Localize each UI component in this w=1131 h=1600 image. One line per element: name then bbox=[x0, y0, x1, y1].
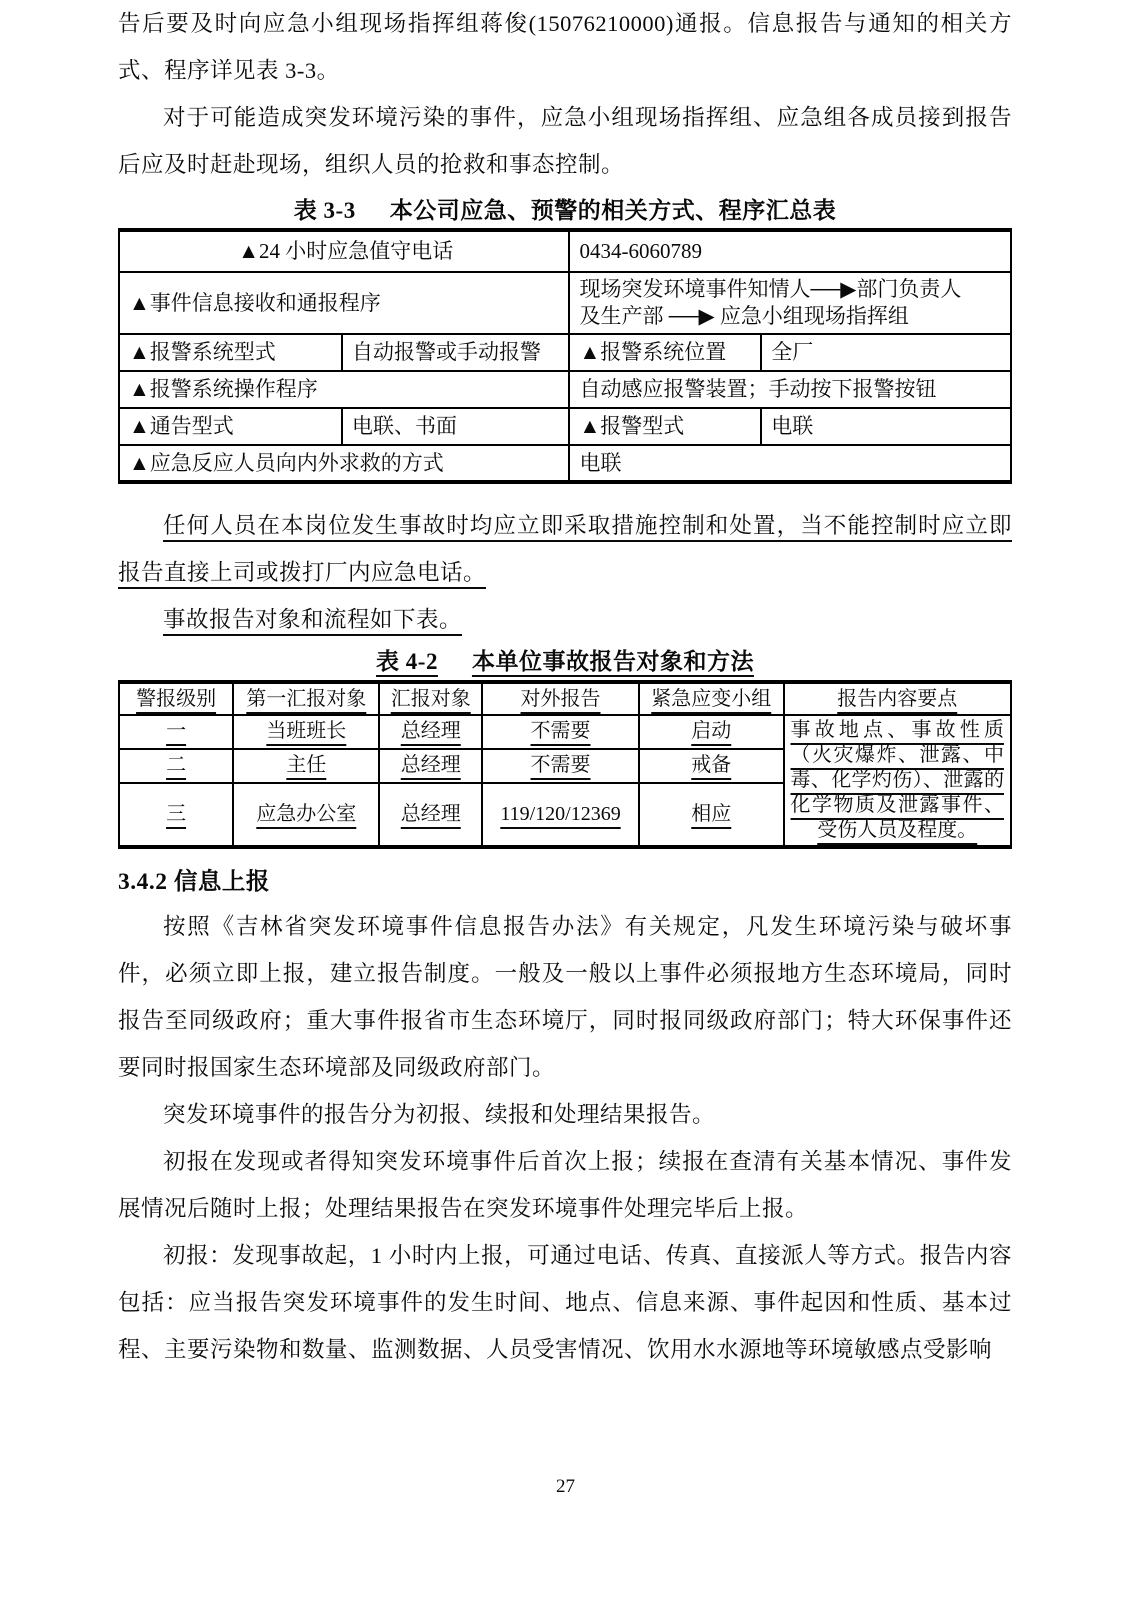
table-cell: 不需要 bbox=[482, 749, 639, 783]
table-cell: 自动报警或手动报警 bbox=[342, 334, 569, 371]
column-header: 警报级别 bbox=[119, 682, 233, 715]
section-heading-3-4-2: 3.4.2 信息上报 bbox=[118, 869, 270, 895]
page-number: 27 bbox=[556, 1476, 575, 1497]
table-cell: 一 bbox=[119, 715, 233, 749]
table-header-row bbox=[119, 682, 1011, 715]
table-cell: ▲报警系统位置 bbox=[569, 334, 761, 371]
paragraph-continuation: 告后要及时向应急小组现场指挥组蒋俊(15076210000)通报。信息报告与通知的相关方式、程序详见表 3-3。 bbox=[118, 11, 1012, 83]
table-cell: 总经理 bbox=[379, 749, 482, 783]
table-row bbox=[119, 408, 1011, 445]
report-content-note-cell: 事故地点、事故性质（火灾爆炸、泄露、中毒、化学灼伤）、泄露的化学物质及泄露事件、受伤人员及程度。 bbox=[784, 715, 1011, 847]
column-header: 报告内容要点 bbox=[784, 682, 1011, 715]
table-4-2-label: 表 4-2 bbox=[376, 649, 438, 674]
table-3-3 bbox=[118, 228, 1012, 484]
table-cell: 总经理 bbox=[379, 783, 482, 847]
column-header: 汇报对象 bbox=[379, 682, 482, 715]
paragraph-underlined: 事故报告对象和流程如下表。 bbox=[163, 607, 463, 632]
paragraph: 初报在发现或者得知突发环境事件后首次上报；续报在查清有关基本情况、事件发展情况后随时上报；处理结果报告在突发环境事件处理完毕后上报。 bbox=[118, 1149, 1012, 1221]
paragraph-underlined: 任何人员在本岗位发生事故时均应立即采取措施控制和处置，当不能控制时应立即报告直接上司或拨打厂内应急电话。 bbox=[118, 513, 1012, 585]
table-cell: 启动 bbox=[639, 715, 784, 749]
table-cell: 总经理 bbox=[379, 715, 482, 749]
table-cell: 电联、书面 bbox=[342, 408, 569, 445]
table-cell: 不需要 bbox=[482, 715, 639, 749]
table-cell: 三 bbox=[119, 783, 233, 847]
table-cell: 应急办公室 bbox=[233, 783, 379, 847]
table-cell: 电联 bbox=[569, 445, 1011, 482]
paragraph: 对于可能造成突发环境污染的事件，应急小组现场指挥组、应急组各成员接到报告后应及时赶赴现场，组织人员的抢救和事态控制。 bbox=[118, 105, 1012, 177]
table-cell: 电联 bbox=[761, 408, 1011, 445]
table-4-2-title bbox=[118, 647, 1012, 677]
table-cell: 主任 bbox=[233, 749, 379, 783]
table-4-2-title-text: 本单位事故报告对象和方法 bbox=[471, 649, 754, 674]
table-cell: 0434-6060789 bbox=[569, 230, 1011, 272]
table-cell: ▲应急反应人员向内外求救的方式 bbox=[119, 445, 569, 482]
paragraph: 突发环境事件的报告分为初报、续报和处理结果报告。 bbox=[163, 1102, 716, 1127]
column-header: 第一汇报对象 bbox=[233, 682, 379, 715]
table-3-3-title bbox=[118, 196, 1012, 226]
column-header: 对外报告 bbox=[482, 682, 639, 715]
paragraph: 按照《吉林省突发环境事件信息报告办法》有关规定，凡发生环境污染与破坏事件，必须立即上报，建立报告制度。一般及一般以上事件必须报地方生态环境局，同时报告至同级政府；重大事件报省市生态环境厅，同时报同级政府部门；特大环保事件还要同时报国家生态环境部及同级政府部门。 bbox=[118, 914, 1012, 1080]
flow-arrow-line: 现场突发环境事件知情人──▶部门负责人 bbox=[579, 277, 962, 301]
table-cell: 全厂 bbox=[761, 334, 1011, 371]
table-4-2-title-underline bbox=[376, 649, 754, 674]
table-row bbox=[119, 445, 1011, 482]
table-cell: ▲报警系统型式 bbox=[119, 334, 342, 371]
table-cell: 119/120/12369 bbox=[482, 783, 639, 847]
table-row bbox=[119, 334, 1011, 371]
table-cell: ▲通告型式 bbox=[119, 408, 342, 445]
column-header: 紧急应变小组 bbox=[639, 682, 784, 715]
flow-arrow-line: 及生产部 ──▶ 应急小组现场指挥组 bbox=[579, 304, 909, 328]
table-cell: ▲24 小时应急值守电话 bbox=[119, 230, 569, 272]
table-cell: ▲报警型式 bbox=[569, 408, 761, 445]
table-cell: 当班班长 bbox=[233, 715, 379, 749]
paragraph: 初报：发现事故起，1 小时内上报，可通过电话、传真、直接派人等方式。报告内容包括：应当报告突发环境事件的发生时间、地点、信息来源、事件起因和性质、基本过程、主要污染物和数量、监测数据、人员受害情况、饮用水水源地等环境敏感点受影响 bbox=[118, 1243, 1012, 1362]
table-3-3-title-text: 本公司应急、预警的相关方式、程序汇总表 bbox=[389, 198, 837, 223]
table-row bbox=[119, 272, 1011, 334]
table-cell: 自动感应报警装置；手动按下报警按钮 bbox=[569, 371, 1011, 408]
table-cell: ▲事件信息接收和通报程序 bbox=[119, 272, 569, 334]
table-cell: ▲报警系统操作程序 bbox=[119, 371, 569, 408]
table-3-3-label: 表 3-3 bbox=[293, 198, 356, 223]
table-cell: 相应 bbox=[639, 783, 784, 847]
table-4-2 bbox=[118, 680, 1012, 849]
page-content bbox=[118, 0, 1012, 1373]
table-row bbox=[119, 715, 1011, 749]
table-cell: 戒备 bbox=[639, 749, 784, 783]
table-row bbox=[119, 230, 1011, 272]
table-cell: 二 bbox=[119, 749, 233, 783]
table-cell bbox=[569, 272, 1011, 334]
table-row bbox=[119, 371, 1011, 408]
